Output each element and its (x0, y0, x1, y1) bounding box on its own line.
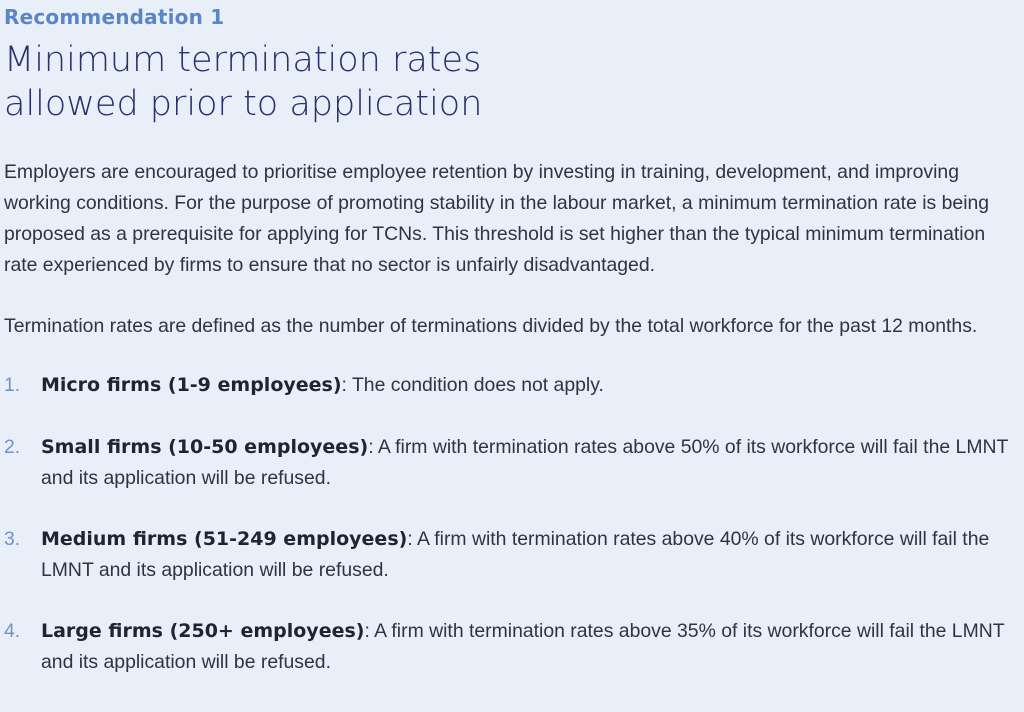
list-item-body: : A firm with termination rates above 40% of its workforce will fail the LMNT and its application will be refused. (41, 528, 990, 581)
title-line-2: allowed prior to application (4, 84, 483, 124)
list-text (41, 370, 1018, 401)
definition-paragraph: Termination rates are defined as the number of terminations divided by the total workforce for the past 12 months. (4, 315, 978, 337)
list-item-body: : A firm with termination rates above 50% of its workforce will fail the LMNT and its application will be refused. (41, 436, 1008, 489)
recommendation-label: Recommendation 1 (4, 5, 225, 29)
list-item (4, 524, 1018, 586)
list-item (4, 432, 1018, 494)
list-text (41, 432, 1018, 494)
list-text (41, 524, 1018, 586)
list-item-heading: Medium firms (51-249 employees) (41, 528, 408, 550)
intro-paragraph: Employers are encouraged to prioritise employee retention by investing in training, development, and improving working conditions. For the purpose of promoting stability in the labour market, a minimum termination rate is being proposed as a prerequisite for applying for TCNs. This threshold is set higher than the typical minimum termination rate experienced by firms to ensure that no sector is unfairly disadvantaged. (4, 161, 990, 276)
list-number: 2. (4, 436, 21, 458)
title-line-1: Minimum termination rates (4, 40, 482, 80)
list-number: 4. (4, 620, 21, 642)
list-text (41, 616, 1018, 678)
list-item (4, 616, 1018, 678)
list-number: 1. (4, 374, 21, 396)
list-item-body: : The condition does not apply. (341, 374, 604, 396)
list-item-heading: Small firms (10-50 employees) (41, 436, 369, 458)
list-number: 3. (4, 528, 21, 550)
list-item (4, 370, 1018, 401)
page-title (4, 38, 482, 126)
list-item-heading: Micro firms (1-9 employees) (41, 374, 342, 396)
list-item-heading: Large firms (250+ employees) (41, 620, 365, 642)
list-item-body: : A firm with termination rates above 35% of its workforce will fail the LMNT and its application will be refused. (41, 620, 1005, 673)
